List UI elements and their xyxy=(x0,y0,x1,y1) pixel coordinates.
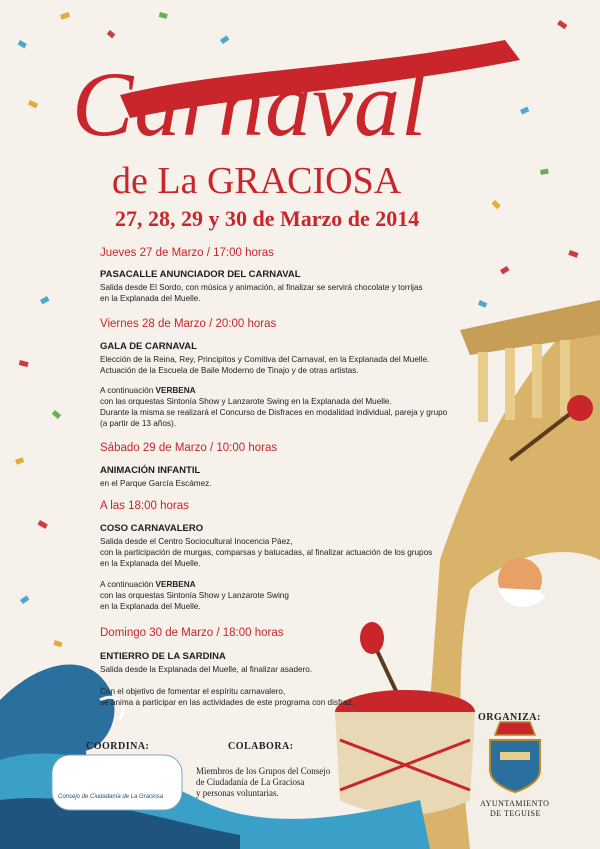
event-text-3c: (a partir de 13 años). xyxy=(100,419,177,428)
event-title-5: COSO CARNAVALERO xyxy=(100,523,204,534)
event-text-6b: en la Explanada del Muelle. xyxy=(100,602,201,611)
event-title-7: ENTIERRO DE LA SARDINA xyxy=(100,651,226,662)
event-text-2b: Actuación de la Escuela de Baile Moderno de Tinajo y de otras artistas. xyxy=(100,366,359,375)
event-3-bold: VERBENA xyxy=(155,386,196,395)
coordina-box xyxy=(52,755,182,810)
event-title-2: GALA DE CARNAVAL xyxy=(100,341,197,352)
event-title-4: ANIMACIÓN INFANTIL xyxy=(100,465,201,476)
event-text-3b: Durante la misma se realizará el Concurso de Disfraces en modalidad individual, pareja y grupo xyxy=(100,408,448,417)
organiza-text-2: DE TEGUISE xyxy=(490,809,541,818)
event-text-3-heading xyxy=(100,385,196,396)
day-heading-2: Viernes 28 de Marzo / 20:00 horas xyxy=(100,318,277,330)
closing-text-2: se anima a participar en las actividades de este programa con disfraz. xyxy=(100,698,354,707)
colabora-label: COLABORA: xyxy=(228,741,294,752)
coordina-label: COORDINA: xyxy=(86,741,150,752)
event-text-6a: con las orquestas Sintonía Show y Lanzarote Swing xyxy=(100,591,289,600)
page-subtitle: de La GRACIOSA xyxy=(112,160,402,202)
day-heading-4: Domingo 30 de Marzo / 18:00 horas xyxy=(100,627,284,639)
event-text-1b: en la Explanada del Muelle. xyxy=(100,294,201,303)
day-heading-3b: A las 18:00 horas xyxy=(100,500,189,512)
event-6-bold: VERBENA xyxy=(155,580,196,589)
day-heading-3: Sábado 29 de Marzo / 10:00 horas xyxy=(100,442,278,454)
event-text-1a: Salida desde El Sordo, con música y animación, al finalizar se servirá chocolate y torrijas xyxy=(100,283,423,292)
event-text-6-heading xyxy=(100,579,196,590)
day-heading-1: Jueves 27 de Marzo / 17:00 horas xyxy=(100,247,274,259)
event-text-7a: Salida desde la Explanada del Muelle, al finalizar asadero. xyxy=(100,665,313,674)
closing-text-1: Con el objetivo de fomentar el espíritu carnavalero, xyxy=(100,687,286,696)
event-text-5b: con la participación de murgas, comparsas y batucadas, al finalizar actuación de los grupos xyxy=(100,548,433,557)
colabora-text-3: y personas voluntarias. xyxy=(196,788,279,798)
organiza-text-1: AYUNTAMIENTO xyxy=(480,799,550,808)
organiza-label: ORGANIZA: xyxy=(478,712,541,723)
event-text-5c: en la Explanada del Muelle. xyxy=(100,559,201,568)
coat-of-arms-icon xyxy=(490,722,540,792)
event-title-1: PASACALLE ANUNCIADOR DEL CARNAVAL xyxy=(100,269,301,280)
page-title: Carnaval xyxy=(72,53,428,155)
event-text-3a: con las orquestas Sintonía Show y Lanzarote Swing en la Explanada del Muelle. xyxy=(100,397,392,406)
colabora-text-1: Miembros de los Grupos del Consejo xyxy=(196,766,331,776)
colabora-text-2: de Ciudadanía de La Graciosa xyxy=(196,777,305,787)
coordina-logo-text: Consejo de Ciudadanía de La Graciosa xyxy=(58,794,164,800)
event-dates: 27, 28, 29 y 30 de Marzo de 2014 xyxy=(115,206,420,231)
event-text-5a: Salida desde el Centro Sociocultural Inocencia Páez, xyxy=(100,537,293,546)
event-text-4a: en el Parque García Escámez. xyxy=(100,479,212,488)
event-6-prefix: A continuación xyxy=(100,580,156,589)
event-text-2a: Elección de la Reina, Rey, Principitos y Comitiva del Carnaval, en la Explanada del Muelle. xyxy=(100,355,430,364)
event-3-prefix: A continuación xyxy=(100,386,156,395)
